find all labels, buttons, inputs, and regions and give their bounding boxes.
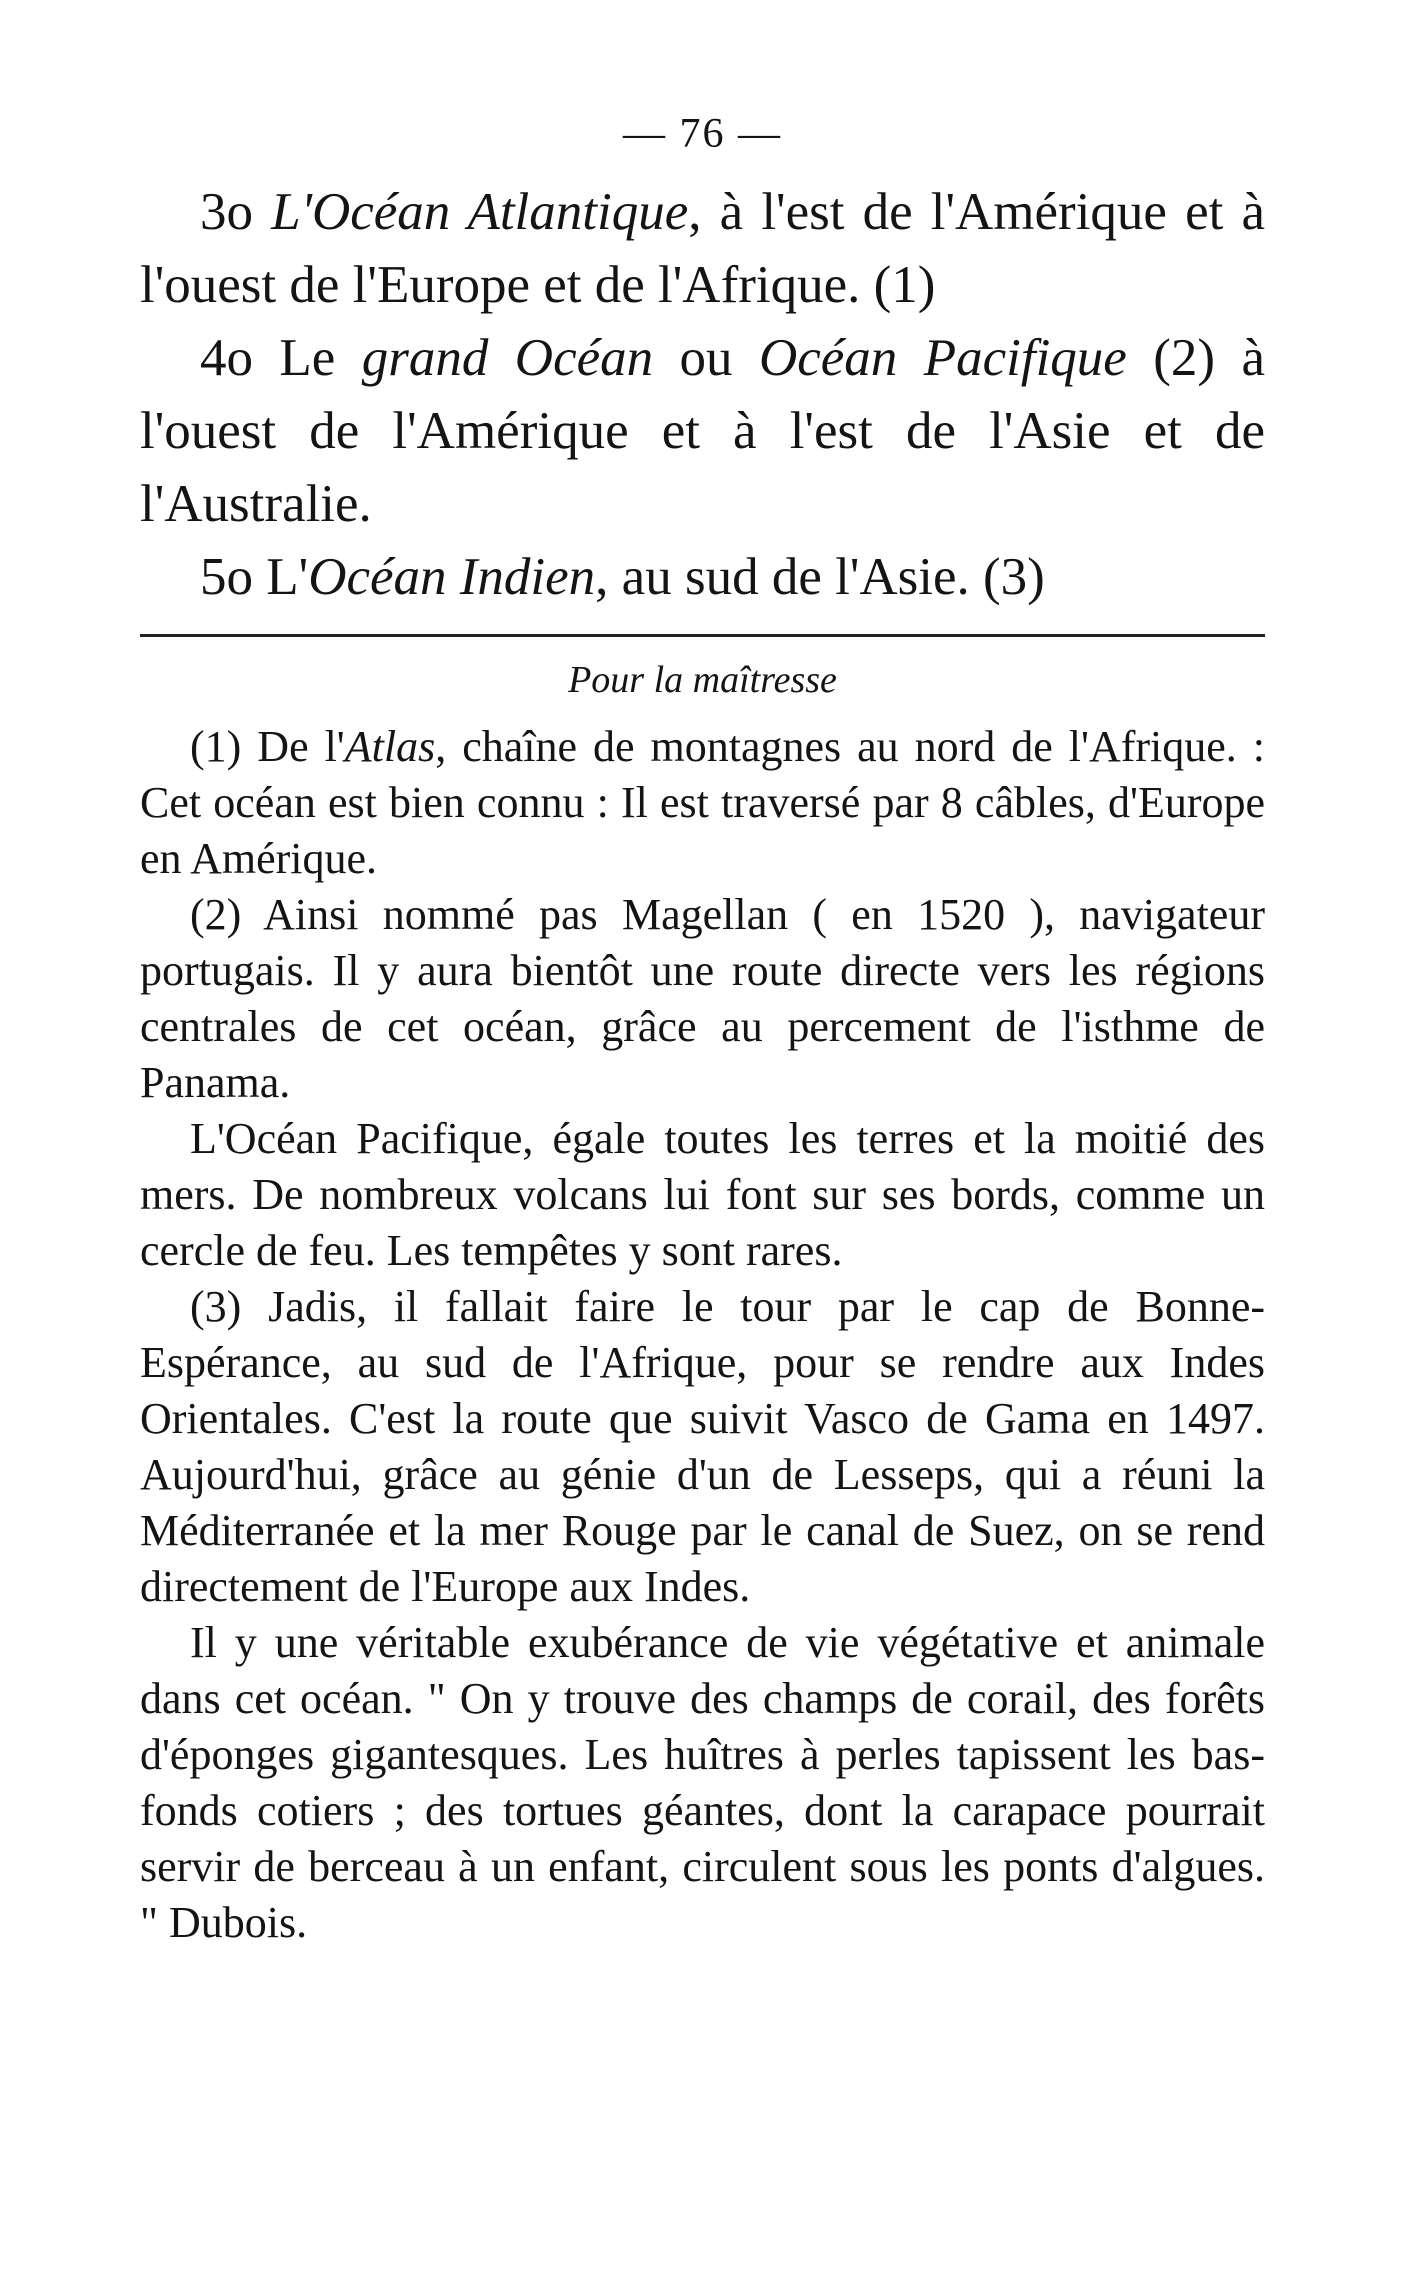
main-text [140, 176, 1265, 614]
notes-heading: Pour la maîtresse [568, 659, 837, 701]
footnote-emphasis: Atlas [344, 722, 436, 771]
item-number: 4o Le [200, 329, 362, 387]
ocean-name-atlantic: L'Océan Atlantique [271, 183, 689, 241]
footnote-3-continued: Il y une véritable exubérance de vie végétative et animale dans cet océan. " On y trouve des champs de corail, des forêts d'éponges gigantesques. Les huîtres à perles tapissent les bas-fonds cotiers ; des tortues géantes, dont la carapace pourrait servir de berceau à un enfant, circulent sous les ponts d'algues. " Dubois. [140, 1618, 1265, 1947]
paragraph-pacific [140, 322, 1265, 541]
item-number: 3o [200, 183, 272, 241]
footnote-1 [140, 719, 1265, 887]
paragraph-atlantic [140, 176, 1265, 322]
item-number: 5o L' [200, 548, 309, 606]
footnote-3: (3) Jadis, il fallait faire le tour par le cap de Bonne-Espérance, au sud de l'Afrique, pour se rendre aux Indes Orientales. C'est la route que suivit Vasco de Gama en 1497. Aujourd'hui, grâce au génie d'un de Lesseps, qui a réuni la Méditerranée et la mer Rouge par le canal de Suez, on se rend directement de l'Europe aux Indes. [140, 1282, 1265, 1611]
ocean-name-pacific: Océan Pacifique [758, 329, 1127, 387]
footnote-text: , chaîne de montagnes au nord de l'Afrique. : Cet océan est bien connu : Il est traversé par 8 câbles, d'Europe en Amérique. [140, 722, 1265, 883]
paragraph-indian [140, 541, 1265, 614]
paragraph-text: (2) à l'ouest de l'Amérique et à l'est de l'Asie et de l'Australie. [140, 329, 1266, 533]
footnotes [140, 719, 1265, 1951]
page-number: — 76 — [623, 111, 782, 157]
paragraph-text: , au sud de l'Asie. (3) [595, 548, 1045, 606]
document-page [140, 110, 1265, 1951]
connector-text: ou [653, 329, 759, 387]
ocean-name-grand: grand Océan [361, 329, 654, 387]
footnote-text: (1) De l' [190, 722, 345, 771]
footnote-2: (2) Ainsi nommé pas Magellan ( en 1520 ), navigateur portugais. Il y aura bientôt une route directe vers les régions centrales de cet océan, grâce au percement de l'isthme de Panama. [140, 890, 1265, 1107]
paragraph-text: , à l'est de l'Amérique et à l'ouest de l'Europe et de l'Afrique. (1) [140, 183, 1266, 314]
section-divider [140, 634, 1265, 637]
footnote-2-continued: L'Océan Pacifique, égale toutes les terres et la moitié des mers. De nombreux volcans lui font sur ses bords, comme un cercle de feu. Les tempêtes y sont rares. [140, 1114, 1265, 1275]
ocean-name-indian: Océan Indien [308, 548, 596, 606]
